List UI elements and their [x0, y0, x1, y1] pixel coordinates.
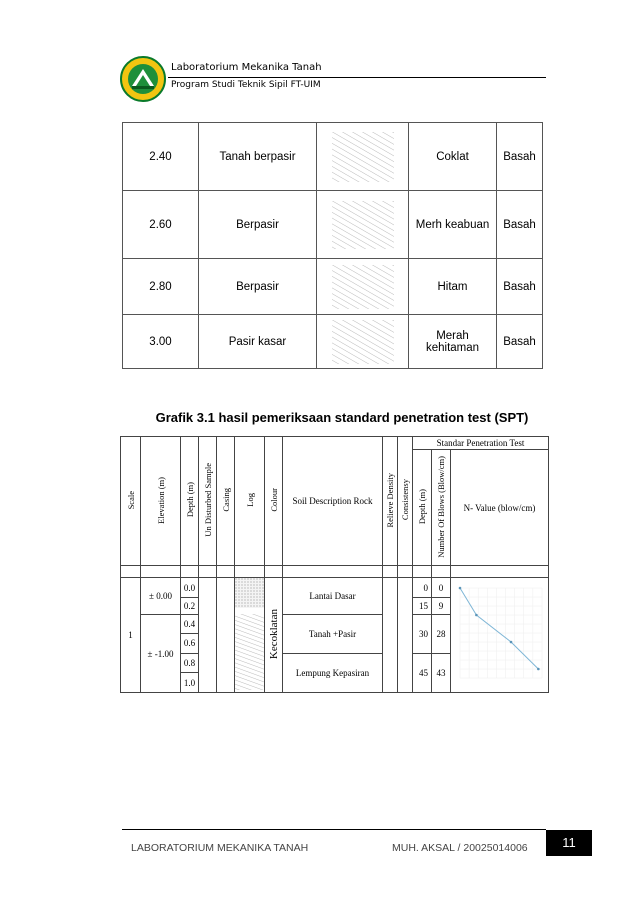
soil-hatch-pattern [317, 123, 409, 191]
n-value-point [475, 614, 478, 617]
n-value-point [458, 587, 461, 590]
condition-cell: Basah [497, 123, 543, 191]
casing-cell [217, 578, 235, 693]
footer-lab-name: LABORATORIUM MEKANIKA TANAH [131, 842, 309, 854]
depth-cell: 2.40 [123, 123, 199, 191]
depth-value: 0.2 [181, 598, 199, 615]
layer-lempung-kepasiran: Lempung Kepasiran [283, 653, 383, 693]
consistensy-header: Consistensy [398, 437, 413, 566]
blows-value: 28 [432, 615, 451, 654]
footer-rule [122, 829, 546, 830]
soil-hatch-pattern [317, 191, 409, 259]
spt-depth-header: Depth (m) [413, 450, 432, 566]
scale-value: 1 [121, 578, 141, 693]
layer-tanah-pasir: Tanah +Pasir [283, 615, 383, 654]
spt-depth-value: 15 [413, 598, 432, 615]
header-program-name: Program Studi Teknik Sipil FT-UIM [171, 80, 321, 90]
figure-caption: Grafik 3.1 hasil pemeriksaan standard penetration test (SPT) [155, 410, 529, 425]
spacer-row [121, 566, 549, 578]
undisturbed-sample-header: Un Disturbed Sample [199, 437, 217, 566]
colour-cell: Merah kehitaman [409, 315, 497, 369]
n-value-plot [452, 578, 548, 690]
depth-cell: 2.60 [123, 191, 199, 259]
casing-header: Casing [217, 437, 235, 566]
log-header: Log [235, 437, 265, 566]
elevation-top: ± 0.00 [141, 578, 181, 615]
table-row [123, 259, 543, 315]
soil-description-header: Soil Description Rock [283, 437, 383, 566]
depth-value: 0.8 [181, 653, 199, 673]
colour-header: Colour [265, 437, 283, 566]
standar-penetration-test-header: Standar Penetration Test [413, 437, 549, 450]
depth-value: 0.0 [181, 578, 199, 598]
scale-header: Scale [121, 437, 141, 566]
spt-log-table [120, 436, 549, 693]
footer-author: MUH. AKSAL / 20025014006 [392, 842, 528, 854]
colour-value: Kecoklatan [265, 578, 283, 693]
layer-lantai-dasar: Lantai Dasar [283, 578, 383, 615]
colour-cell: Coklat [409, 123, 497, 191]
n-value-header: N- Value (blow/cm) [451, 450, 549, 566]
table-row [123, 123, 543, 191]
depth-cell: 3.00 [123, 315, 199, 369]
n-value-point [537, 668, 540, 671]
table-row [123, 315, 543, 369]
page-number: 11 [546, 830, 592, 856]
depth-value: 1.0 [181, 673, 199, 693]
spt-depth-value: 0 [413, 578, 432, 598]
blows-value: 0 [432, 578, 451, 598]
soil-layer-table [122, 122, 543, 369]
depth-cell: 2.80 [123, 259, 199, 315]
university-logo [120, 56, 166, 102]
header-rule [168, 77, 546, 78]
depth-value: 0.4 [181, 615, 199, 634]
relieve-density-cell [383, 578, 398, 693]
depth-value: 0.6 [181, 633, 199, 653]
condition-cell: Basah [497, 191, 543, 259]
blows-value: 9 [432, 598, 451, 615]
condition-cell: Basah [497, 315, 543, 369]
soil-hatch-pattern [317, 259, 409, 315]
relieve-density-header: Relieve Density [383, 437, 398, 566]
elevation-bottom: ± -1.00 [141, 615, 181, 693]
elevation-header: Elevation (m) [141, 437, 181, 566]
undisturbed-cell [199, 578, 217, 693]
condition-cell: Basah [497, 259, 543, 315]
description-cell: Berpasir [199, 259, 317, 315]
description-cell: Berpasir [199, 191, 317, 259]
description-cell: Tanah berpasir [199, 123, 317, 191]
table-row [123, 191, 543, 259]
n-value-series-line [460, 588, 538, 669]
spt-depth-value: 30 [413, 615, 432, 654]
colour-cell: Hitam [409, 259, 497, 315]
spt-depth-value: 45 [413, 653, 432, 693]
soil-hatch-pattern [317, 315, 409, 369]
number-of-blows-header: Number Of Blows (Blow/cm) [432, 450, 451, 566]
n-value-chart [451, 578, 549, 693]
header-lab-name: Laboratorium Mekanika Tanah [171, 62, 322, 73]
description-cell: Pasir kasar [199, 315, 317, 369]
blows-value: 43 [432, 653, 451, 693]
log-hatch [235, 578, 265, 693]
n-value-point [509, 641, 512, 644]
colour-cell: Merh keabuan [409, 191, 497, 259]
consistensy-cell [398, 578, 413, 693]
depth-header: Depth (m) [181, 437, 199, 566]
